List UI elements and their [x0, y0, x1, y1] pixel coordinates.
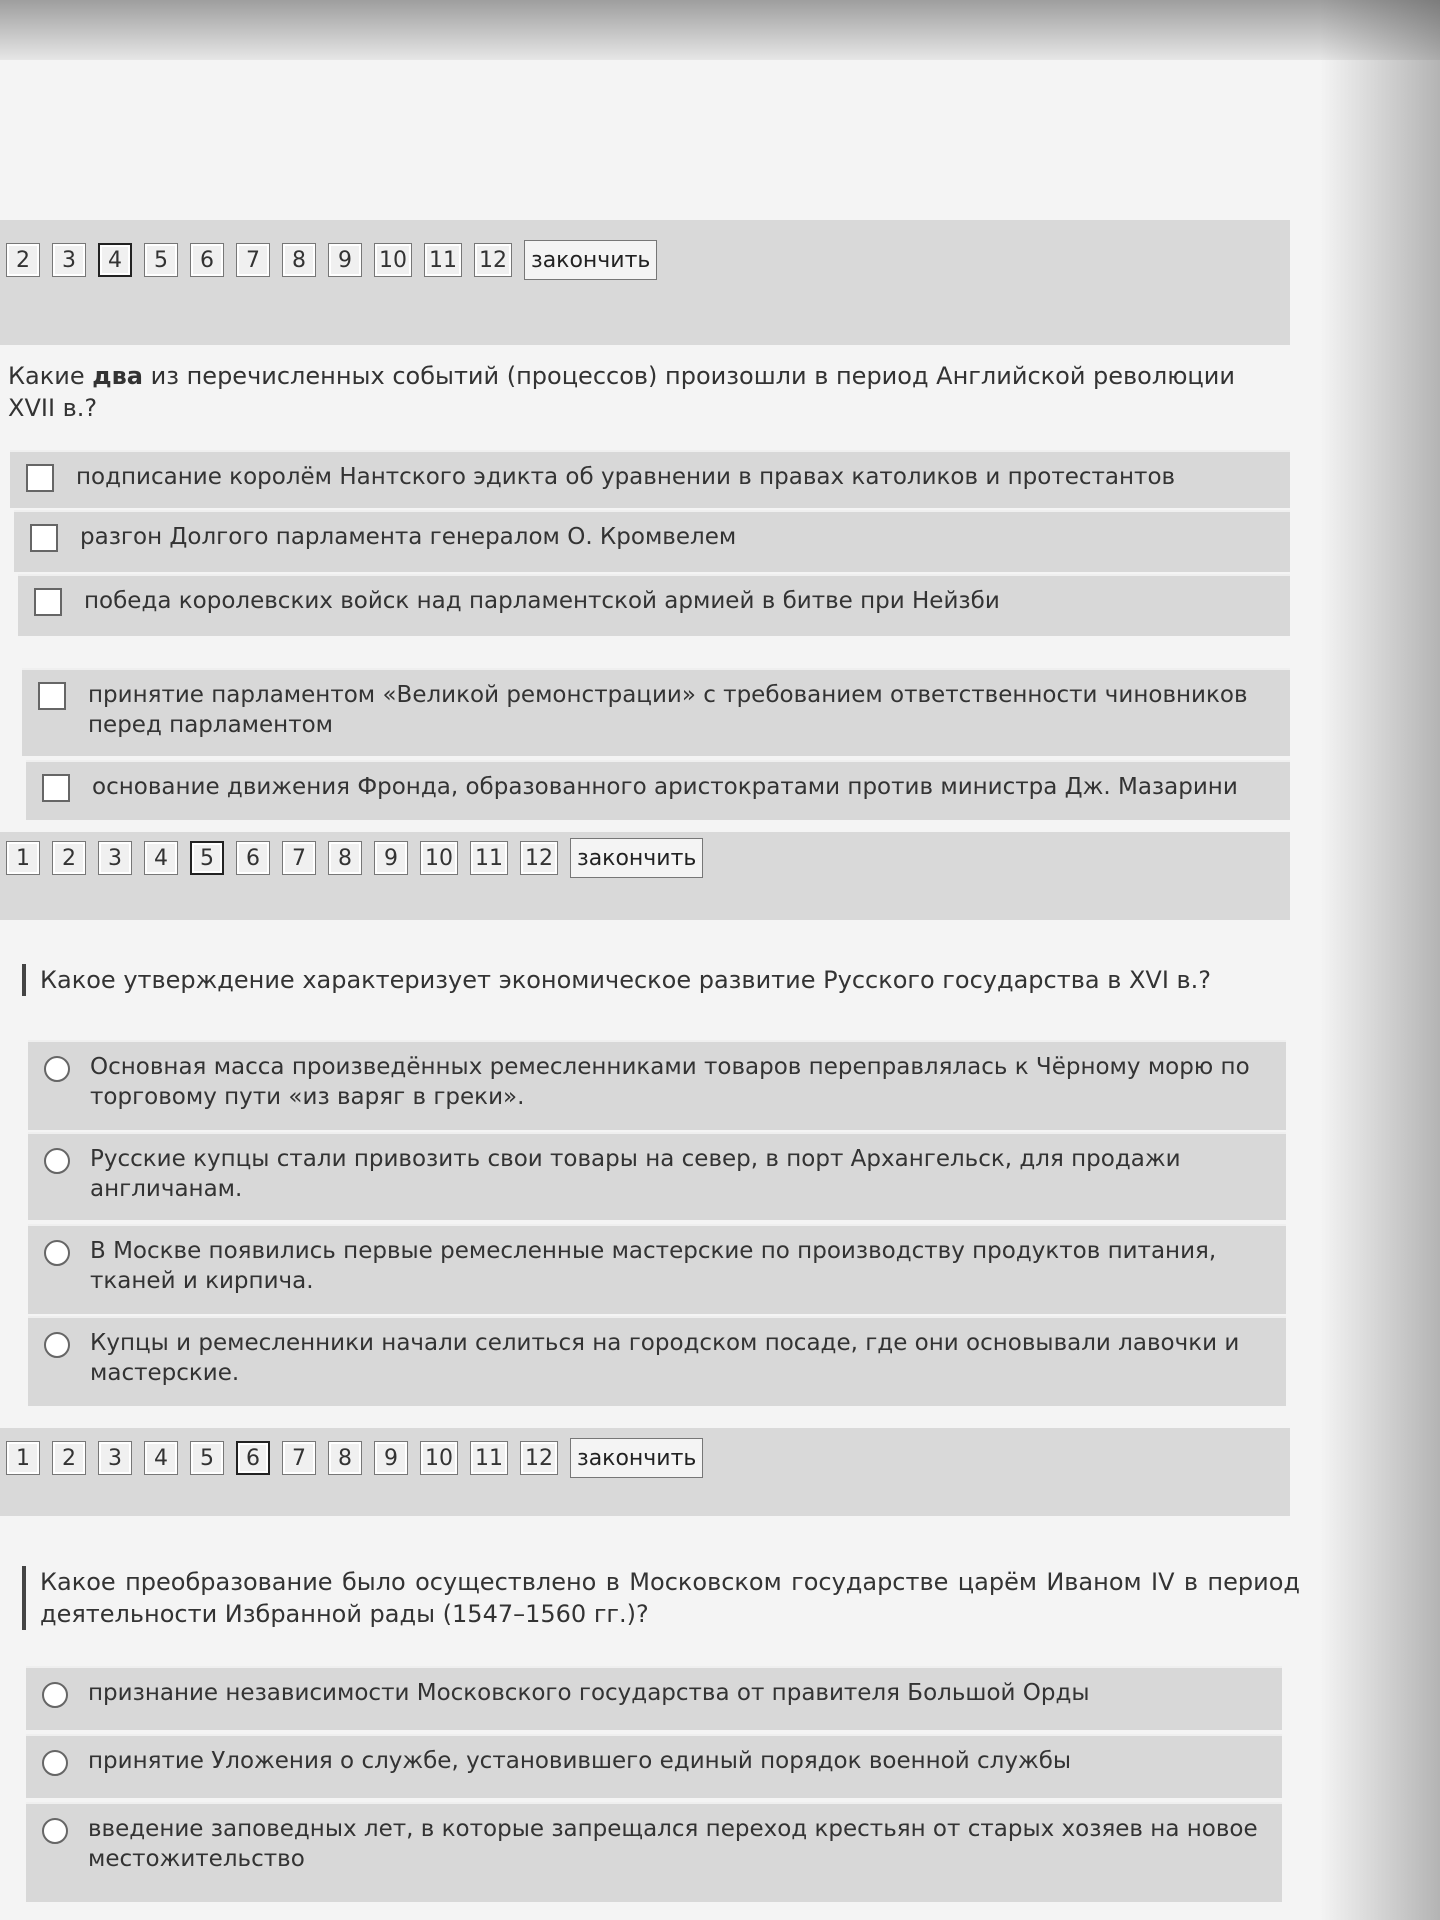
question-emphasis: два	[92, 362, 143, 390]
option-label: признание независимости Московского государства от правителя Большой Орды	[88, 1680, 1090, 1706]
page-button[interactable]: 7	[282, 1441, 316, 1475]
option-label: введение заповедных лет, в которые запрещался переход крестьян от старых хозяев на новое местожительство	[88, 1816, 1258, 1872]
page-button[interactable]: 10	[420, 1441, 458, 1475]
option-label: Основная масса произведённых ремесленниками товаров переправлялась к Чёрному морю по торговому пути «из варяг в греки».	[90, 1054, 1250, 1110]
checkbox[interactable]	[34, 588, 62, 616]
finish-button[interactable]: закончить	[570, 1438, 703, 1478]
option-label: разгон Долгого парламента генералом О. Кромвелем	[80, 524, 737, 550]
radio-button[interactable]	[44, 1240, 70, 1266]
option-label: Купцы и ремесленники начали селиться на городском посаде, где они основывали лавочки и мастерские.	[90, 1330, 1240, 1386]
page-button[interactable]: 5	[190, 1441, 224, 1475]
page-button[interactable]: 3	[98, 841, 132, 875]
page-button-current[interactable]: 5	[190, 841, 224, 875]
radio-button[interactable]	[44, 1148, 70, 1174]
option-label: принятие парламентом «Великой ремонстрации» с требованием ответственности чиновников перед парламентом	[88, 682, 1248, 738]
question-text-part: Какие	[8, 362, 93, 390]
option-checkbox[interactable]	[14, 510, 1290, 572]
page-button[interactable]: 5	[144, 243, 178, 277]
page-button[interactable]: 2	[6, 243, 40, 277]
page-button[interactable]: 4	[144, 1441, 178, 1475]
page-button[interactable]: 4	[144, 841, 178, 875]
checkbox[interactable]	[38, 682, 66, 710]
page-button[interactable]: 8	[328, 841, 362, 875]
radio-button[interactable]	[42, 1682, 68, 1708]
page-button[interactable]: 1	[6, 841, 40, 875]
question-nav-1	[0, 220, 1290, 345]
question-3-text: Какое преобразование было осуществлено в Московском государстве царём Иваном IV в период деятельности Избранной рады (1547–1560 гг.)?	[22, 1566, 1300, 1630]
option-label: победа королевских войск над парламентской армией в битве при Нейзби	[84, 588, 1000, 614]
page-button[interactable]: 9	[328, 243, 362, 277]
radio-button[interactable]	[42, 1750, 68, 1776]
page-button[interactable]: 2	[52, 1441, 86, 1475]
page-button[interactable]: 11	[424, 243, 462, 277]
page-button[interactable]: 12	[520, 1441, 558, 1475]
finish-button[interactable]: закончить	[570, 838, 703, 878]
option-radio[interactable]	[26, 1666, 1282, 1730]
page-button-current[interactable]: 4	[98, 243, 132, 277]
page-button[interactable]: 7	[236, 243, 270, 277]
option-label: принятие Уложения о службе, установившего единый порядок военной службы	[88, 1748, 1072, 1774]
option-label: Русские купцы стали привозить свои товары на север, в порт Архангельск, для продажи англичанам.	[90, 1146, 1181, 1202]
question-nav-2	[0, 832, 1290, 920]
radio-button[interactable]	[42, 1818, 68, 1844]
checkbox[interactable]	[26, 464, 54, 492]
page-button[interactable]: 12	[474, 243, 512, 277]
option-label: подписание королём Нантского эдикта об уравнении в правах католиков и протестантов	[76, 464, 1176, 490]
page-button[interactable]: 9	[374, 841, 408, 875]
page-button[interactable]: 6	[190, 243, 224, 277]
option-label: В Москве появились первые ремесленные мастерские по производству продуктов питания, тканей и кирпича.	[90, 1238, 1217, 1294]
page-button-current[interactable]: 6	[236, 1441, 270, 1475]
page-button[interactable]: 9	[374, 1441, 408, 1475]
page-button[interactable]: 11	[470, 1441, 508, 1475]
question-2-text: Какое утверждение характеризует экономическое развитие Русского государства в XVI в.?	[22, 964, 1320, 996]
option-checkbox[interactable]	[10, 450, 1290, 508]
page-button[interactable]: 11	[470, 841, 508, 875]
radio-button[interactable]	[44, 1332, 70, 1358]
finish-button[interactable]: закончить	[524, 240, 657, 280]
option-radio[interactable]	[26, 1802, 1282, 1902]
page-button[interactable]: 8	[282, 243, 316, 277]
page-button[interactable]: 3	[98, 1441, 132, 1475]
option-radio[interactable]	[28, 1040, 1286, 1130]
page-buttons	[6, 240, 1290, 280]
photo-top-shadow	[0, 0, 1440, 60]
photo-edge-shadow	[1320, 0, 1440, 1920]
page-button[interactable]: 6	[236, 841, 270, 875]
page-button[interactable]: 10	[374, 243, 412, 277]
radio-button[interactable]	[44, 1056, 70, 1082]
option-checkbox[interactable]	[26, 760, 1290, 820]
option-radio[interactable]	[26, 1734, 1282, 1798]
option-label: основание движения Фронда, образованного аристократами против министра Дж. Мазарини	[92, 774, 1238, 800]
page-button[interactable]: 2	[52, 841, 86, 875]
option-checkbox[interactable]	[18, 574, 1290, 636]
option-radio[interactable]	[28, 1132, 1286, 1220]
option-checkbox[interactable]	[22, 668, 1290, 756]
page-button[interactable]: 10	[420, 841, 458, 875]
option-radio[interactable]	[28, 1224, 1286, 1314]
question-1-text	[8, 360, 1288, 424]
page-button[interactable]: 12	[520, 841, 558, 875]
page-button[interactable]: 7	[282, 841, 316, 875]
question-text-part: из перечисленных событий (процессов) произошли в период Английской революции XVII в.?	[8, 362, 1235, 422]
page-button[interactable]: 1	[6, 1441, 40, 1475]
option-radio[interactable]	[28, 1316, 1286, 1406]
checkbox[interactable]	[30, 524, 58, 552]
page-button[interactable]: 8	[328, 1441, 362, 1475]
page-buttons	[6, 1438, 1290, 1478]
page-button[interactable]: 3	[52, 243, 86, 277]
checkbox[interactable]	[42, 774, 70, 802]
question-nav-3	[0, 1428, 1290, 1516]
page-buttons	[6, 838, 1290, 878]
